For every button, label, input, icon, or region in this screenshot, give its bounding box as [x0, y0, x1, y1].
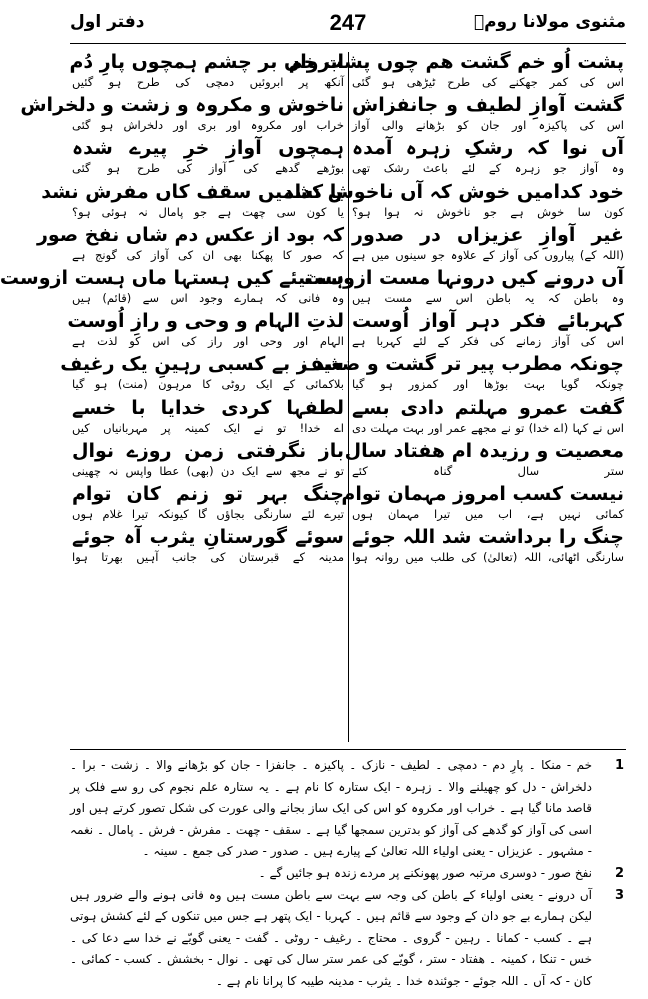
persian-verse: کہربائے فکر دہر آواز اُوست — [352, 310, 624, 333]
footnote — [70, 755, 626, 863]
couplet — [36, 223, 344, 266]
persian-verse: شد ز بے کسبی رہینِ یک رغیف — [60, 353, 344, 376]
footnotes — [70, 755, 626, 993]
couplet — [304, 266, 624, 309]
persian-verse: آں درونے کیں درونہا مست ازوست — [304, 266, 624, 289]
urdu-translation: الہام اور وحی اور راز کی اس کو لذت ہے — [72, 334, 344, 349]
persian-verse: پشت اُو خم گشت هم چوں پشت خم — [288, 51, 624, 73]
persian-verse: نیست کسب امروز مہمان توام — [341, 482, 624, 505]
footnote — [70, 863, 626, 885]
couplet — [300, 352, 624, 395]
persian-verse: ہمچوں آوازِ خرِ پیرے شدہ — [72, 137, 344, 160]
couplet — [41, 180, 344, 223]
urdu-translation: سارنگی اٹھائی، اللہ (تعالیٰ) کی طلب میں روانہ ہوا — [352, 550, 624, 565]
couplet — [283, 180, 624, 223]
couplet — [352, 93, 624, 136]
urdu-translation: وہ فانی کہ ہمارے وجود اس سے (قائم) ہیں — [72, 290, 344, 305]
book-title: مثنوی مولانا رومؒ — [473, 12, 626, 32]
urdu-translation: ستر سال گناہ کئے — [352, 463, 624, 478]
couplet — [72, 482, 344, 525]
urdu-translation: آنکھ پر ابروئیں دمچی کی طرح ہو گئیں — [72, 75, 344, 89]
couplet — [69, 50, 344, 93]
couplet — [72, 525, 344, 568]
couplet — [72, 136, 344, 179]
persian-verse: یا کدامیں سقف کاں مفرش نشد — [41, 180, 344, 203]
page-number: 247 — [329, 10, 367, 35]
persian-verse: ناخوش و مکروہ و زشت و دلخراش — [20, 94, 344, 117]
couplet — [0, 266, 344, 309]
column-divider — [348, 52, 349, 742]
persian-verse: معصیت و رزیدہ ام هفتاد سال — [344, 439, 624, 462]
urdu-translation: کون سا خوش ہے جو ناخوش نہ ہوا ہو؟ — [352, 204, 624, 219]
urdu-translation: یا کون سی چھت ہے جو پامال نہ ہوئی ہو؟ — [72, 204, 344, 219]
persian-verse: سوئے گورستانِ یثرب آہ جوئے — [72, 526, 344, 549]
left-verse-column — [0, 50, 344, 568]
couplet — [352, 136, 624, 179]
couplet — [72, 439, 344, 482]
footnote-text: آں درونے - یعنی اولیاء کے باطن کی وجہ سے بہت سے باطن مست ہیں وہ فانی ہونے والے ضرور ہیں لیکن ہمارے بے جو دان کے وجود سے قائم ہیں ۔ کہربا - ایک پتھر ہے جس میں تنکوں کے لئے کشش ہوتی ہے ۔ کسب - کمانا ۔ رہین - گروی ۔ محتاج ۔ رغیف - روٹی ۔ گفت - یعنی گویّے نے خدا سے دعا کی ۔ خس - تنکا ، کمینہ ۔ هفتاد - ستر ، گویّے کی عمر ستر سال کی تھی ۔ نوال - بخشش ۔ کسب - کمائی ۔ کان - کہ آں ۔ اللہ جوئے - جوئندہ خدا ۔ یثرب - مدینہ طیبہ کا پرانا نام ہے ۔ — [70, 887, 592, 988]
footnote-text: خم - منکا ۔ پارِ دم - دمچی ۔ لطیف - نازک ۔ پاکیزہ ۔ جانفزا - جان کو بڑھانے والا ۔ زشت - برا ۔ دلخراش - دل کو چھیلنے والا ۔ زہرہ - ایک ستارہ کا نام ہے ۔ یہ ستارہ علم نجوم کی رو سے فلک پر قاصد مانا گیا ہے ۔ خراب اور مکروہ کو اس کی ایک ساز بجانے والی عورت کی شکل تصور کرتے ہیں اور اسی کی آواز کو گدھے کی آواز کو بدترین سمجھا گیا ہے ۔ سقف - چھت ۔ مفرش - فرش ۔ پامال ۔ نغمہ - مشہور ۔ عزیزاں - یعنی اولیاء اللہ تعالیٰ کے پیارے ہیں ۔ صدور - صدر کی جمع ۔ سینہ ۔ — [70, 758, 592, 859]
urdu-translation: اس نے کہا (اے خدا) تو نے مجھے عمر اور بہت مہلت دی — [352, 420, 624, 435]
urdu-translation: کمائی نہیں ہے، اب میں تیرا مہمان ہوں — [352, 506, 624, 521]
couplet — [20, 93, 344, 136]
persian-verse: باز نگرفتی زمن روزے نوال — [72, 439, 344, 462]
page-header — [70, 12, 626, 40]
persian-verse: چنگ را برداشت شد اللہ جوئے — [352, 526, 624, 549]
volume-label: دفتر اول — [70, 12, 145, 32]
persian-verse: غیر آوازِ عزیزاں در صدور — [352, 223, 624, 246]
couplet — [352, 396, 624, 439]
header-rule — [70, 43, 626, 44]
persian-verse: کہ بود از عکس دم شاں نفخ صور — [36, 223, 344, 246]
couplet — [72, 396, 344, 439]
persian-verse: لذتِ الہام و وحی و رازِ اُوست — [67, 310, 344, 333]
footnote-rule — [70, 749, 626, 750]
couplet — [67, 309, 344, 352]
couplet — [60, 352, 344, 395]
urdu-translation: خراب اور مکروہ اور بری اور دلخراش ہو گئی — [72, 118, 344, 133]
couplet — [341, 482, 624, 525]
urdu-translation: تو نے مجھ سے ایک دن (بھی) عطا واپس نہ چھینی — [72, 463, 344, 478]
persian-verse: چونکہ مطرب پیر تر گشت و ضعیف — [300, 353, 624, 376]
persian-verse: خود کدامیں خوش کہ آں ناخوش نشد — [283, 180, 624, 203]
urdu-translation: اس کی کمر جھکنے کی طرح ٹیڑھی ہو گئی — [352, 75, 624, 89]
persian-verse: چنگ بہر تو زنم کان توام — [72, 482, 344, 505]
urdu-translation: مدینہ کے قبرستان کی جانب آہیں بھرتا ہوا — [72, 550, 344, 565]
urdu-translation: چونکہ گویا بہت بوڑھا اور کمزور ہو گیا — [352, 377, 624, 392]
persian-verse: ابرواں بر چشم ہمچوں پارِ دُم — [69, 51, 344, 73]
footnote — [70, 885, 626, 993]
couplet — [352, 309, 624, 352]
urdu-translation: بوڑھے گدھے کی آواز کی طرح ہو گئی — [72, 161, 344, 176]
footnote-number: 1 — [614, 758, 624, 773]
urdu-translation: اے خدا! تو نے ایک کمینہ پر مہربانیاں کیں — [72, 420, 344, 435]
footnote-number: 3 — [614, 887, 624, 903]
persian-verse: ہستیئے کیں ہستہا ماں ہست ازوست — [0, 266, 344, 289]
persian-verse: گفت عمرو مہلتم دادی بسے — [352, 396, 624, 419]
couplet — [344, 439, 624, 482]
urdu-translation: اس کی پاکیزہ اور جان کو بڑھانے والی آواز — [352, 118, 624, 133]
footnote-text: نفخ صور - دوسری مرتبہ صور پھونکنے پر مردے زندہ ہو جائیں گے ۔ — [258, 865, 592, 880]
persian-verse: آں نوا کہ رشکِ زہرہ آمدہ — [352, 137, 624, 160]
urdu-translation: بلاکمائی کے ایک روٹی کا مرہون (منت) ہو گیا — [72, 377, 344, 392]
urdu-translation: کہ صور کا پھکنا بھی ان کی آواز کی گونج ہے — [72, 247, 344, 262]
urdu-translation: تیرے لئے سارنگی بجاؤں گا کیونکہ تیرا غلام ہوں — [72, 506, 344, 521]
urdu-translation: وہ باطن کہ یہ باطن اس سے مست ہیں — [352, 290, 624, 305]
persian-verse: گشت آوازِ لطیف و جانفزاش — [352, 94, 624, 117]
couplet — [288, 50, 624, 93]
footnote-number: 2 — [614, 865, 624, 881]
urdu-translation: وہ آواز جو زہرہ کے لئے باعث رشک تھی — [352, 161, 624, 176]
couplet — [352, 525, 624, 568]
urdu-translation: (اللہ کے) پیاروں کی آواز کے علاوہ جو سینوں میں ہے — [352, 247, 624, 262]
urdu-translation: اس کی آواز زمانے کی فکر کے لئے کہربا ہے — [352, 334, 624, 349]
couplet — [352, 223, 624, 266]
right-verse-column — [283, 50, 624, 568]
persian-verse: لطفہا کردی خدایا با خسے — [72, 396, 344, 419]
